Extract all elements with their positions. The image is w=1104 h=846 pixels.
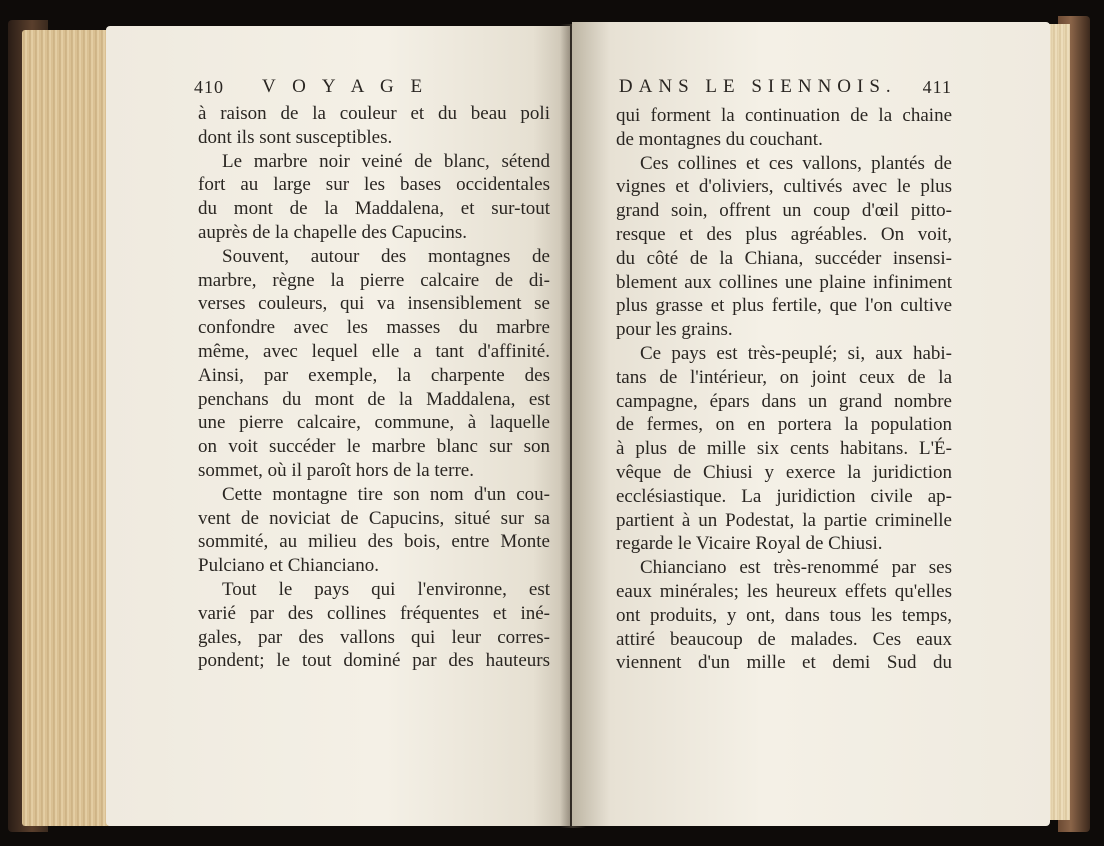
text-line: fort au large sur les bases occidentales bbox=[198, 174, 550, 196]
text-line: à raison de la couleur et du beau poli bbox=[198, 103, 550, 124]
text-line: pondent; le tout dominé par des hauteurs bbox=[198, 650, 550, 672]
left-running-title: V O Y A G E bbox=[262, 76, 429, 97]
text-line: du côté de la Chiana, succéder insensi- bbox=[616, 247, 952, 269]
text-line: confondre avec les masses du marbre bbox=[198, 317, 550, 339]
left-page bbox=[106, 26, 570, 826]
text-line: ont produits, y ont, dans tous les temps, bbox=[616, 604, 952, 626]
text-line: on voit succéder le marbre blanc sur son bbox=[198, 436, 550, 458]
text-line: Le marbre noir veiné de blanc, sétend bbox=[222, 150, 550, 172]
text-line: à plus de mille six cents habitans. L'É- bbox=[616, 438, 952, 460]
text-line: Cette montagne tire son nom d'un cou- bbox=[222, 483, 550, 505]
text-line: penchans du mont de la Maddalena, est bbox=[198, 388, 550, 410]
right-page-text bbox=[616, 104, 952, 675]
text-line: Chianciano est très-renommé par ses bbox=[640, 557, 952, 579]
text-line: plus grasse et plus fertile, que l'on cultive bbox=[616, 295, 952, 317]
text-line: blement aux collines une plaine infiniment bbox=[616, 271, 952, 293]
text-line: grand soin, offrent un coup d'œil pitto- bbox=[616, 200, 952, 222]
text-line: du mont de la Maddalena, et sur-tout bbox=[198, 198, 550, 220]
text-line: viennent d'un mille et demi Sud du bbox=[616, 652, 952, 674]
text-line: auprès de la chapelle des Capucins. bbox=[198, 221, 468, 243]
text-line: même, avec lequel elle a tant d'affinité. bbox=[198, 340, 550, 362]
text-line: campagne, épars dans un grand nombre bbox=[616, 390, 952, 412]
text-line: qui forment la continuation de la chaine bbox=[616, 105, 952, 126]
left-page-text bbox=[198, 102, 550, 673]
text-line: Ces collines et ces vallons, plantés de bbox=[640, 152, 952, 174]
text-line: gales, par des vallons qui leur corres- bbox=[198, 626, 550, 648]
text-line: verses couleurs, qui va insensiblement se bbox=[198, 293, 550, 315]
right-page bbox=[572, 22, 1050, 826]
text-line: partient à un Podestat, la partie criminelle bbox=[616, 509, 952, 531]
text-line: tans de l'intérieur, on joint ceux de la bbox=[616, 366, 952, 388]
text-line: sommet, où il paroît hors de la terre. bbox=[198, 459, 474, 481]
right-running-title: DANS LE SIENNOIS. bbox=[618, 76, 897, 97]
page-edges-left bbox=[22, 30, 110, 826]
text-line: eaux minérales; les heureux effets qu'elles bbox=[616, 580, 952, 602]
text-line: Pulciano et Chianciano. bbox=[198, 555, 379, 577]
text-line: Souvent, autour des montagnes de bbox=[222, 245, 550, 267]
text-line: sommité, au milieu des bois, entre Monte bbox=[198, 531, 550, 553]
text-line: dont ils sont susceptibles. bbox=[198, 126, 393, 148]
left-running-head bbox=[194, 72, 594, 102]
text-line: regarde le Vicaire Royal de Chiusi. bbox=[616, 533, 883, 555]
text-line: Tout le pays qui l'environne, est bbox=[222, 578, 550, 600]
text-line: de fermes, on en portera la population bbox=[616, 414, 952, 436]
text-line: varié par des collines fréquentes et iné- bbox=[198, 602, 550, 624]
text-line: une pierre calcaire, commune, à laquelle bbox=[198, 412, 550, 434]
text-line: Ainsi, par exemple, la charpente des bbox=[198, 364, 550, 386]
text-line: vêque de Chiusi y exerce la juridiction bbox=[616, 461, 952, 483]
right-running-head bbox=[616, 72, 952, 102]
left-page-number: 410 bbox=[194, 76, 224, 97]
text-line: resque et des plus agréables. On voit, bbox=[616, 223, 952, 245]
text-line: Ce pays est très-peuplé; si, aux habi- bbox=[640, 342, 952, 364]
text-line: vignes et d'oliviers, cultivés avec le plus bbox=[616, 176, 952, 198]
text-line: attiré beaucoup de malades. Ces eaux bbox=[616, 628, 952, 650]
right-page-number: 411 bbox=[922, 76, 952, 97]
text-line: pour les grains. bbox=[616, 319, 733, 341]
text-line: de montagnes du couchant. bbox=[616, 128, 823, 150]
text-line: vent de noviciat de Capucins, situé sur sa bbox=[198, 507, 550, 529]
text-line: marbre, règne la pierre calcaire de di- bbox=[198, 269, 550, 291]
text-line: ecclésiastique. La juridiction civile ap- bbox=[616, 485, 952, 507]
